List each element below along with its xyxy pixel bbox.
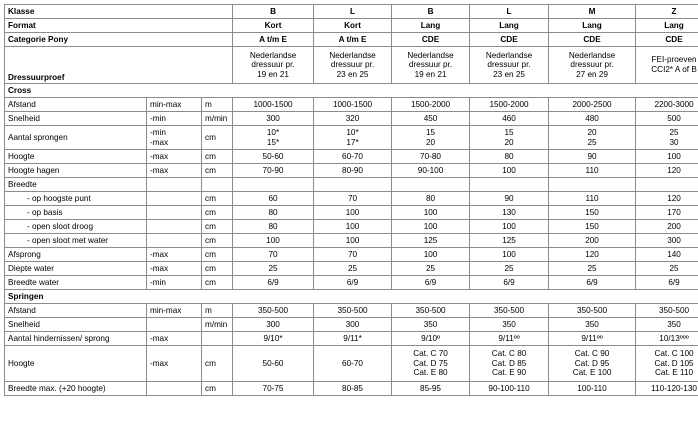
- value-cell: 6/9: [392, 276, 470, 290]
- value-cell: [314, 126, 392, 150]
- value-cell-line: 50-60: [262, 358, 284, 368]
- dressuurproef-cell-line: 19 en 21: [257, 69, 289, 79]
- value-cell: 300: [233, 318, 314, 332]
- categorie-row-label: Categorie Pony: [5, 33, 233, 47]
- value-cell-line: Cat. C 100: [654, 349, 694, 359]
- categorie-row-cell: A t/m E: [233, 33, 314, 47]
- value-cell: 100: [470, 220, 549, 234]
- row-label: Aantal sprongen: [5, 126, 147, 150]
- row-range: -max: [147, 150, 202, 164]
- value-cell: 9/10º: [392, 332, 470, 346]
- value-cell: 70-80: [392, 150, 470, 164]
- row-range-line: -min: [150, 127, 166, 137]
- value-cell: 90: [470, 192, 549, 206]
- format-row: [5, 19, 698, 33]
- value-cell: 70-75: [233, 382, 314, 396]
- format-row-cell: Lang: [636, 19, 698, 33]
- row-label: Hoogte: [5, 346, 147, 382]
- dressuurproef-cell-line: Nederlandse: [329, 50, 376, 60]
- row-range: -min: [147, 276, 202, 290]
- row-unit: cm: [202, 276, 233, 290]
- cross-snelheid-row: [5, 112, 698, 126]
- dressuurproef-cell-line: FEI-proeven: [651, 55, 697, 65]
- value-cell-line: 20: [504, 137, 514, 147]
- value-cell-line: 15: [504, 127, 514, 137]
- row-unit: m/min: [202, 112, 233, 126]
- value-cell: 350: [470, 318, 549, 332]
- value-cell-line: Cat. D 85: [491, 358, 527, 368]
- categorie-row-cell: CDE: [636, 33, 698, 47]
- value-cell: 90-100: [392, 164, 470, 178]
- klasse-row-cell: Z: [636, 5, 698, 19]
- value-cell: 200: [549, 234, 636, 248]
- springen-section-row: [5, 290, 698, 304]
- cross-afstand-row: [5, 98, 698, 112]
- value-cell-line: Cat. C 70: [413, 349, 448, 359]
- value-cell: 500: [636, 112, 698, 126]
- value-cell: 125: [470, 234, 549, 248]
- empty-cell: [314, 178, 392, 192]
- value-cell: 9/10*: [233, 332, 314, 346]
- value-cell-line: 25: [587, 137, 597, 147]
- row-label: Snelheid: [5, 318, 147, 332]
- value-cell: 80: [233, 206, 314, 220]
- empty-cell: [636, 178, 698, 192]
- value-cell: 6/9: [314, 276, 392, 290]
- dressuurproef-cell: [392, 47, 470, 84]
- row-label: Afstand: [5, 304, 147, 318]
- row-label: Afsprong: [5, 248, 147, 262]
- dressuurproef-row: [5, 47, 698, 84]
- value-cell: [470, 346, 549, 382]
- dressuurproef-cell-line: dressuur pr.: [408, 60, 453, 70]
- value-cell: [549, 346, 636, 382]
- cross-hoogte-row: [5, 150, 698, 164]
- row-label: Breedte max. (+20 hoogte): [5, 382, 147, 396]
- value-cell: 100: [314, 234, 392, 248]
- row-range: -max: [147, 262, 202, 276]
- dressuurproef-cell: [636, 47, 698, 84]
- row-unit: cm: [202, 234, 233, 248]
- row-label: - open sloot met water: [5, 234, 147, 248]
- row-label: Hoogte: [5, 150, 147, 164]
- value-cell: 100: [392, 206, 470, 220]
- row-unit: cm: [202, 220, 233, 234]
- value-cell-line: 60-70: [342, 358, 363, 368]
- value-cell: 100: [314, 206, 392, 220]
- springen-breedte_max-row: [5, 382, 698, 396]
- value-cell: 25: [549, 262, 636, 276]
- value-cell: 100: [470, 248, 549, 262]
- row-label: Breedte: [5, 178, 147, 192]
- cross-afsprong-row: [5, 248, 698, 262]
- cross-diepte_water-row: [5, 262, 698, 276]
- value-cell-line: Cat. E 90: [491, 368, 527, 378]
- dressuurproef-cell-line: dressuur pr.: [487, 60, 531, 70]
- row-unit: cm: [202, 192, 233, 206]
- categorie-row-cell: CDE: [549, 33, 636, 47]
- dressuurproef-cell-line: Nederlandse: [485, 50, 533, 60]
- value-cell-line: 15*: [266, 137, 280, 147]
- dressuurproef-cell-line: Nederlandse: [568, 50, 616, 60]
- value-cell: 1000-1500: [233, 98, 314, 112]
- cross-hoogte_hagen-row: [5, 164, 698, 178]
- value-cell: [392, 126, 470, 150]
- value-cell: 120: [636, 164, 698, 178]
- springen-hoogte-row: [5, 346, 698, 382]
- springen-afstand-row: [5, 304, 698, 318]
- value-cell: [636, 126, 698, 150]
- value-cell: 120: [549, 248, 636, 262]
- klasse-row: [5, 5, 698, 19]
- dressuurproef-cell-line: 27 en 29: [576, 69, 608, 79]
- row-range: [147, 382, 202, 396]
- dressuurproef-cell-line: Nederlandse: [407, 50, 454, 60]
- value-cell-line: 25: [669, 127, 679, 137]
- springen-snelheid-row: [5, 318, 698, 332]
- value-cell-line: 17*: [346, 137, 359, 147]
- row-label: Aantal hindernissen/ sprong: [5, 332, 147, 346]
- row-range: [147, 318, 202, 332]
- value-cell: 80: [392, 192, 470, 206]
- value-cell: 100: [392, 220, 470, 234]
- format-row-cell: Kort: [314, 19, 392, 33]
- row-range: -max: [147, 346, 202, 382]
- row-unit: cm: [202, 150, 233, 164]
- row-range: -max: [147, 332, 202, 346]
- value-cell: 110: [549, 192, 636, 206]
- value-cell: 150: [549, 220, 636, 234]
- value-cell: [233, 126, 314, 150]
- row-label: Breedte water: [5, 276, 147, 290]
- value-cell: 9/11*: [314, 332, 392, 346]
- row-range: -min: [147, 112, 202, 126]
- categorie-row: [5, 33, 698, 47]
- dressuurproef-cell: [314, 47, 392, 84]
- row-range-line: -max: [150, 137, 169, 147]
- dressuurproef-cell-line: CCI2* A of B: [651, 65, 697, 74]
- value-cell: [392, 346, 470, 382]
- dressuurproef-cell-line: Nederlandse: [249, 50, 297, 60]
- cross-open_sloot_water-row: [5, 234, 698, 248]
- value-cell-line: Cat. C 90: [574, 349, 610, 359]
- value-cell: [470, 126, 549, 150]
- value-cell: 130: [470, 206, 549, 220]
- row-label: - open sloot droog: [5, 220, 147, 234]
- row-unit: m/min: [202, 318, 233, 332]
- value-cell: 6/9: [233, 276, 314, 290]
- value-cell: 25: [392, 262, 470, 276]
- dressuurproef-label: Dressuurproef: [5, 47, 233, 84]
- row-unit: cm: [202, 346, 233, 382]
- value-cell-line: Cat. D 105: [654, 358, 694, 368]
- empty-cell: [202, 178, 233, 192]
- value-cell: 125: [392, 234, 470, 248]
- value-cell: 90-100-110: [470, 382, 549, 396]
- value-cell: 450: [392, 112, 470, 126]
- klasse-row-cell: M: [549, 5, 636, 19]
- value-cell-line: 20: [587, 127, 597, 137]
- row-range: min-max: [147, 304, 202, 318]
- value-cell: 70: [314, 248, 392, 262]
- value-cell: 200: [636, 220, 698, 234]
- value-cell: 350: [636, 318, 698, 332]
- klasse-row-cell: B: [392, 5, 470, 19]
- row-range: -max: [147, 164, 202, 178]
- row-label: Snelheid: [5, 112, 147, 126]
- value-cell: 70: [233, 248, 314, 262]
- value-cell: 9/11ºº: [549, 332, 636, 346]
- value-cell: 6/9: [470, 276, 549, 290]
- dressuurproef-cell-line: dressuur pr.: [330, 60, 375, 70]
- cross-section-title: Cross: [5, 84, 698, 98]
- value-cell-line: Cat. E 110: [654, 368, 694, 378]
- value-cell: 10/13ººº: [636, 332, 698, 346]
- eventing-requirements-table: [4, 4, 698, 396]
- row-label: - op basis: [5, 206, 147, 220]
- empty-cell: [470, 178, 549, 192]
- value-cell: 170: [636, 206, 698, 220]
- value-cell: 100: [470, 164, 549, 178]
- value-cell: 1500-2000: [470, 98, 549, 112]
- dressuurproef-cell-line: 19 en 21: [414, 69, 447, 79]
- value-cell: 110: [549, 164, 636, 178]
- value-cell: 1000-1500: [314, 98, 392, 112]
- value-cell: 70: [314, 192, 392, 206]
- categorie-row-cell: CDE: [470, 33, 549, 47]
- value-cell: 60: [233, 192, 314, 206]
- value-cell: 2000-2500: [549, 98, 636, 112]
- klasse-row-label: Klasse: [5, 5, 233, 19]
- value-cell: 80-90: [314, 164, 392, 178]
- row-unit: cm: [202, 126, 233, 150]
- value-cell-line: 10*: [266, 127, 280, 137]
- klasse-row-cell: L: [314, 5, 392, 19]
- klasse-row-cell: B: [233, 5, 314, 19]
- value-cell: 25: [314, 262, 392, 276]
- value-cell: 80: [233, 220, 314, 234]
- dressuurproef-cell: [233, 47, 314, 84]
- value-cell: 150: [549, 206, 636, 220]
- value-cell: 350-500: [392, 304, 470, 318]
- value-cell: 300: [233, 112, 314, 126]
- format-row-cell: Lang: [470, 19, 549, 33]
- value-cell: 25: [636, 262, 698, 276]
- springen-hindernissen-row: [5, 332, 698, 346]
- value-cell-line: Cat. D 95: [574, 358, 610, 368]
- value-cell: 350: [392, 318, 470, 332]
- value-cell: 350-500: [314, 304, 392, 318]
- cross-breedte_water-row: [5, 276, 698, 290]
- value-cell: 320: [314, 112, 392, 126]
- cross-breedte-row: [5, 178, 698, 192]
- value-cell: 100: [392, 248, 470, 262]
- value-cell: 100: [314, 220, 392, 234]
- row-range: [147, 206, 202, 220]
- value-cell: 300: [636, 234, 698, 248]
- value-cell: 90: [549, 150, 636, 164]
- value-cell: 460: [470, 112, 549, 126]
- value-cell: 100-110: [549, 382, 636, 396]
- dressuurproef-cell-line: 23 en 25: [493, 69, 525, 79]
- value-cell-line: 10*: [346, 127, 359, 137]
- row-label: Hoogte hagen: [5, 164, 147, 178]
- value-cell: 80-85: [314, 382, 392, 396]
- row-unit: cm: [202, 382, 233, 396]
- value-cell: 70-90: [233, 164, 314, 178]
- value-cell: 300: [314, 318, 392, 332]
- cross-open_sloot_droog-row: [5, 220, 698, 234]
- format-row-cell: Lang: [392, 19, 470, 33]
- value-cell: [549, 126, 636, 150]
- value-cell: 80: [470, 150, 549, 164]
- dressuurproef-cell-line: dressuur pr.: [251, 60, 295, 70]
- value-cell-line: 30: [669, 137, 679, 147]
- value-cell: 6/9: [549, 276, 636, 290]
- value-cell: 85-95: [392, 382, 470, 396]
- value-cell: 350-500: [549, 304, 636, 318]
- dressuurproef-cell-line: 23 en 25: [336, 69, 369, 79]
- row-unit: [202, 332, 233, 346]
- categorie-row-cell: CDE: [392, 33, 470, 47]
- row-unit: cm: [202, 262, 233, 276]
- row-range: [147, 126, 202, 150]
- value-cell: 350-500: [470, 304, 549, 318]
- value-cell: 110-120-130: [636, 382, 698, 396]
- value-cell-line: Cat. C 80: [491, 349, 527, 359]
- value-cell: [636, 346, 698, 382]
- value-cell: 50-60: [233, 150, 314, 164]
- row-label: - op hoogste punt: [5, 192, 147, 206]
- categorie-row-cell: A t/m E: [314, 33, 392, 47]
- value-cell: 140: [636, 248, 698, 262]
- empty-cell: [147, 178, 202, 192]
- value-cell: 100: [233, 234, 314, 248]
- row-label: Afstand: [5, 98, 147, 112]
- row-range: -max: [147, 248, 202, 262]
- value-cell-line: Cat. E 100: [572, 368, 612, 378]
- klasse-row-cell: L: [470, 5, 549, 19]
- springen-section-title: Springen: [5, 290, 698, 304]
- value-cell: 480: [549, 112, 636, 126]
- value-cell: 350-500: [233, 304, 314, 318]
- value-cell: 60-70: [314, 150, 392, 164]
- value-cell: [314, 346, 392, 382]
- row-unit: cm: [202, 164, 233, 178]
- row-range: [147, 192, 202, 206]
- row-unit: m: [202, 98, 233, 112]
- value-cell: [233, 346, 314, 382]
- value-cell-line: 20: [425, 137, 436, 147]
- value-cell-line: 15: [425, 127, 436, 137]
- value-cell: 25: [470, 262, 549, 276]
- value-cell-line: Cat. D 75: [413, 358, 448, 368]
- empty-cell: [233, 178, 314, 192]
- value-cell: 120: [636, 192, 698, 206]
- value-cell: 350-500: [636, 304, 698, 318]
- value-cell: 25: [233, 262, 314, 276]
- cross-aantal-sprongen-row: [5, 126, 698, 150]
- row-unit: m: [202, 304, 233, 318]
- value-cell: 350: [549, 318, 636, 332]
- row-unit: cm: [202, 206, 233, 220]
- value-cell: 100: [636, 150, 698, 164]
- value-cell: 1500-2000: [392, 98, 470, 112]
- format-row-label: Format: [5, 19, 233, 33]
- row-label: Diepte water: [5, 262, 147, 276]
- dressuurproef-cell-line: dressuur pr.: [570, 60, 614, 70]
- format-row-cell: Lang: [549, 19, 636, 33]
- dressuurproef-cell: [470, 47, 549, 84]
- empty-cell: [549, 178, 636, 192]
- row-range: [147, 234, 202, 248]
- cross-op_hoogste_punt-row: [5, 192, 698, 206]
- empty-cell: [392, 178, 470, 192]
- row-range: min-max: [147, 98, 202, 112]
- cross-op_basis-row: [5, 206, 698, 220]
- format-row-cell: Kort: [233, 19, 314, 33]
- value-cell: 9/11ºº: [470, 332, 549, 346]
- value-cell: 2200-3000: [636, 98, 698, 112]
- value-cell-line: Cat. E 80: [413, 368, 448, 378]
- dressuurproef-cell: [549, 47, 636, 84]
- cross-section-row: [5, 84, 698, 98]
- row-range: [147, 220, 202, 234]
- row-unit: cm: [202, 248, 233, 262]
- value-cell: 6/9: [636, 276, 698, 290]
